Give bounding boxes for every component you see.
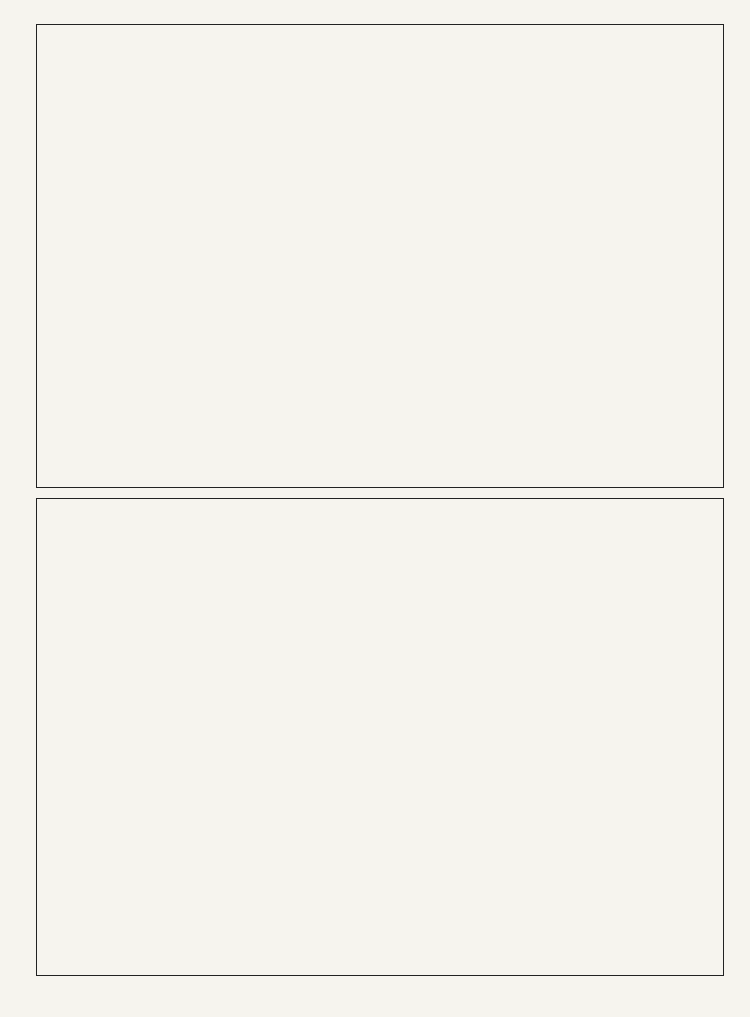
roster-table-top <box>36 24 724 488</box>
roster-table-bottom <box>36 498 724 976</box>
